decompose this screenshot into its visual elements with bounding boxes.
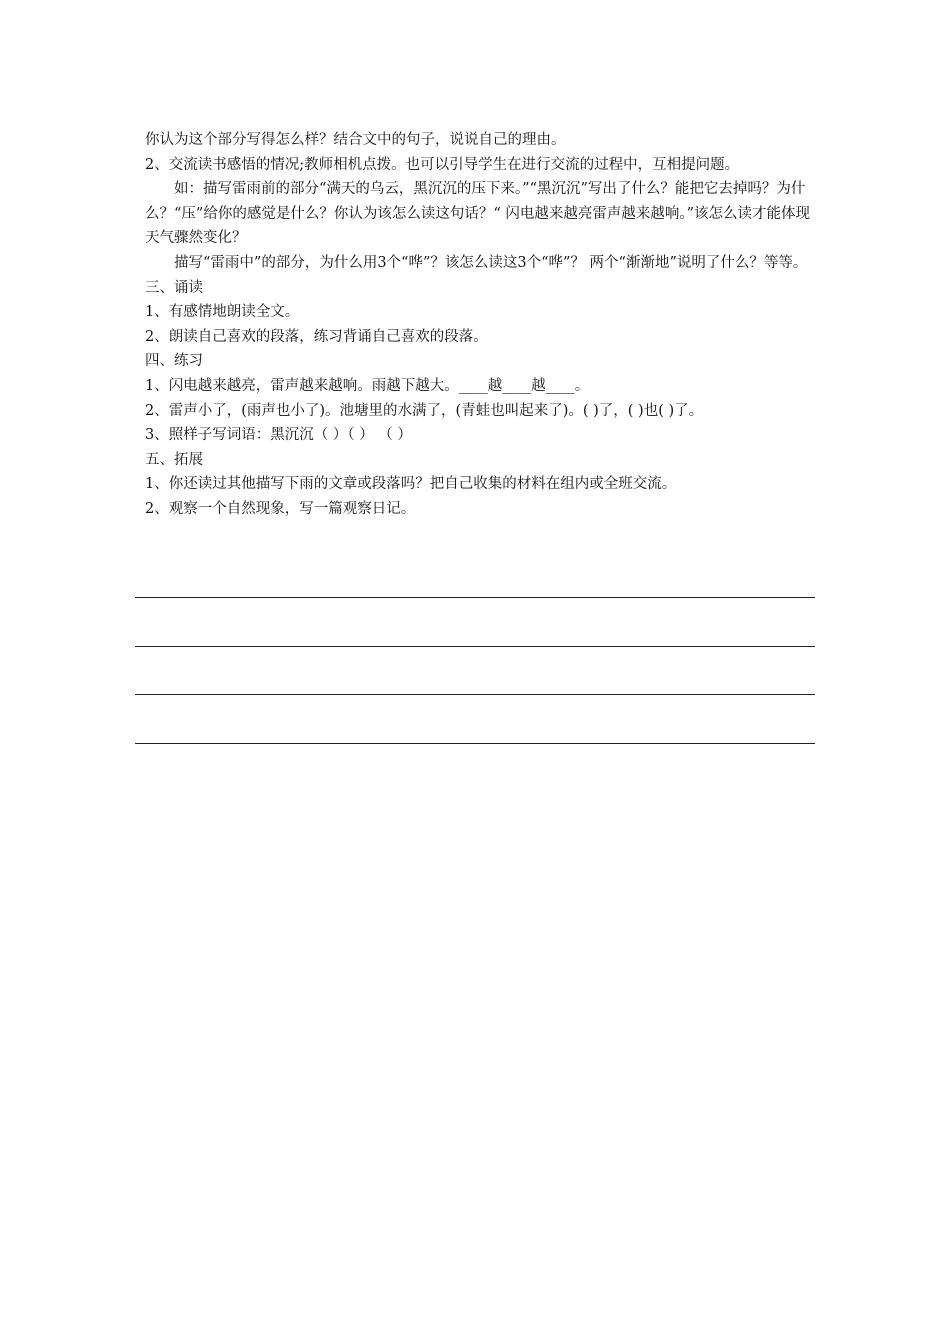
list-item: 1、你还读过其他描写下雨的文章或段落吗？把自己收集的材料在组内或全班交流。 bbox=[145, 476, 677, 493]
writing-line bbox=[135, 743, 815, 744]
writing-line bbox=[135, 646, 815, 647]
writing-line bbox=[135, 597, 815, 598]
section-heading-recitation: 三、诵读 bbox=[145, 279, 203, 296]
list-item: 2、观察一个自然现象，写一篇观察日记。 bbox=[145, 500, 416, 517]
section-heading-exercise: 四、练习 bbox=[145, 353, 203, 370]
paragraph-reflection: 你认为这个部分写得怎么样？结合文中的句子，说说自己的理由。 bbox=[145, 132, 566, 148]
exercise-item: 3、照样子写词语：黑沉沉（ ）（ ） （ ） bbox=[145, 427, 412, 444]
lesson-text bbox=[145, 128, 815, 522]
paragraph-discussion: 2、交流读书感悟的情况;教师相机点拨。也可以引导学生在进行交流的过程中，互相提问题。 bbox=[145, 156, 740, 173]
exercise-item: 2、雷声小了，(雨声也小了)。池塘里的水满了，(青蛙也叫起来了)。( )了，( )也( )了。 bbox=[145, 402, 704, 419]
paragraph-during-storm: 描写“雷雨中”的部分，为什么用3个“哗”？该怎么读这3个“哗”？ 两个“渐渐地”说明了什么？等等。 bbox=[174, 254, 808, 271]
exercise-item: 1、闪电越来越亮，雷声越来越响。雨越下越大。____越____越____。 bbox=[145, 377, 590, 394]
list-item: 2、朗读自己喜欢的段落，练习背诵自己喜欢的段落。 bbox=[145, 328, 488, 345]
writing-line bbox=[135, 694, 815, 695]
list-item: 1、有感情地朗读全文。 bbox=[145, 304, 300, 321]
paragraph-before-storm: 如：描写雷雨前的部分“满天的乌云，黑沉沉的压下来。”“黑沉沉”写出了什么？能把它去掉吗？为什么？“压”给你的感觉是什么？你认为该怎么读这句话？“ 闪电越来越亮雷声越来越响。”该怎么读才能体现天气骤然变化？ bbox=[145, 181, 811, 247]
section-heading-extension: 五、拓展 bbox=[145, 451, 203, 468]
